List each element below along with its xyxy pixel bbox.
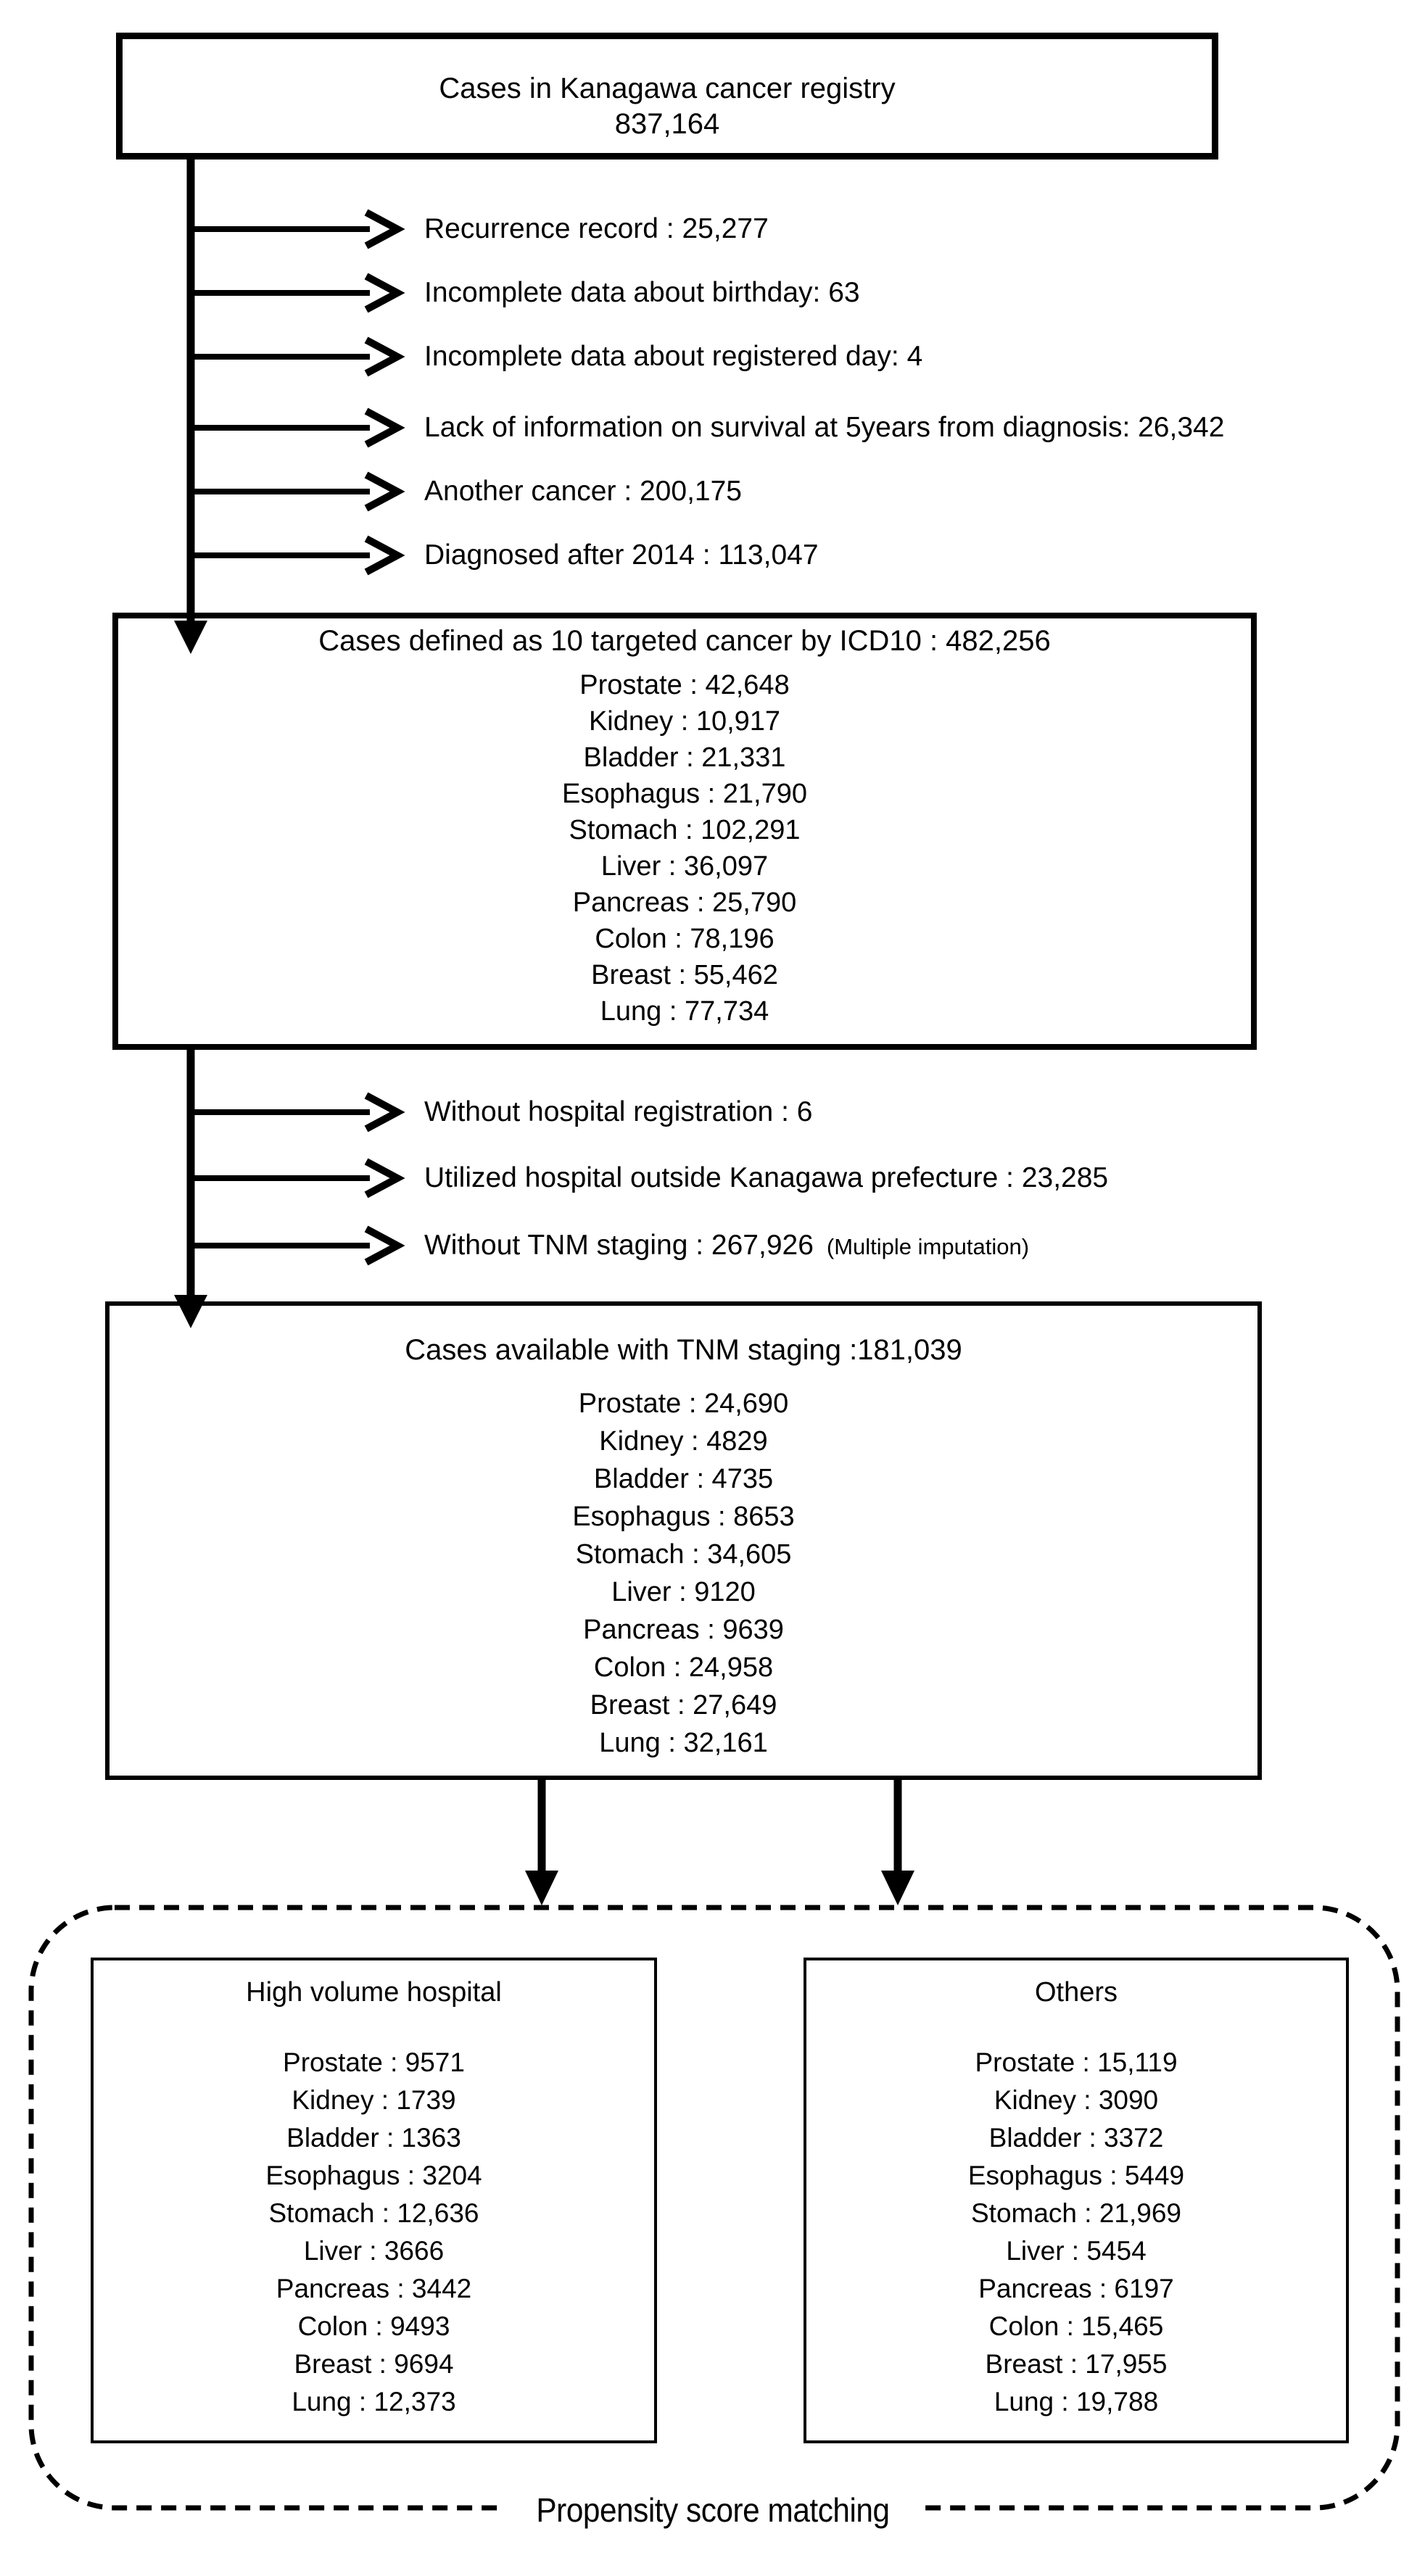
cancer-count: Prostate : 42,648 — [579, 670, 790, 700]
exclusion-item — [424, 1090, 812, 1135]
exclusion-text: Utilized hospital outside Kanagawa prefecture : 23,285 — [424, 1162, 1109, 1193]
cancer-count: Esophagus : 5449 — [967, 2161, 1185, 2190]
registry-box — [116, 33, 1218, 160]
cancer-count: Liver : 3666 — [303, 2236, 445, 2266]
cancer-count: Liver : 9120 — [611, 1577, 756, 1607]
cancer-count: Pancreas : 6197 — [978, 2274, 1174, 2303]
others-box-title: Others — [1034, 1977, 1118, 2008]
cancer-count: Lung : 32,161 — [599, 1728, 768, 1758]
exclusion-text: Recurrence record : 25,277 — [424, 213, 769, 244]
cancer-count: Prostate : 9571 — [283, 2047, 465, 2077]
down-arrow-registry-to-icd10 — [174, 160, 207, 654]
cancer-count: Kidney : 1739 — [292, 2085, 456, 2115]
cancer-count: Bladder : 3372 — [988, 2123, 1164, 2153]
cancer-count: Stomach : 102,291 — [569, 815, 801, 845]
down-arrow-tnm-to-others — [881, 1780, 914, 1905]
cancer-count: Prostate : 24,690 — [578, 1388, 789, 1419]
cancer-count: Colon : 15,465 — [988, 2311, 1164, 2341]
cancer-count: Liver : 5454 — [1006, 2236, 1147, 2266]
propensity-score-matching-text: Propensity score matching — [535, 2491, 890, 2529]
tnm-box — [105, 1301, 1262, 1780]
cancer-count: Kidney : 4829 — [599, 1426, 768, 1457]
cancer-count: Colon : 24,958 — [593, 1652, 774, 1683]
exclusion-item — [424, 207, 769, 252]
cancer-count: Kidney : 3090 — [994, 2085, 1159, 2115]
exclusion-note: (Multiple imputation) — [826, 1234, 1030, 1259]
exclusion-text: Incomplete data about birthday: 63 — [424, 277, 860, 308]
tnm-box-items — [110, 1385, 1257, 1762]
icd10-box-title: Cases defined as 10 targeted cancer by ICD10 : 482,256 — [318, 625, 1051, 657]
cancer-count: Esophagus : 8653 — [572, 1502, 795, 1532]
cancer-count: Stomach : 21,969 — [970, 2198, 1182, 2228]
cancer-count: Pancreas : 3442 — [276, 2274, 472, 2303]
registry-box-title: Cases in Kanagawa cancer registry — [439, 73, 896, 104]
tnm-box-title: Cases available with TNM staging :181,039 — [405, 1334, 962, 1366]
exclusion-text: Another cancer : 200,175 — [424, 476, 742, 507]
cancer-count: Lung : 12,373 — [292, 2387, 456, 2416]
high-volume-hospital-title: High volume hospital — [246, 1977, 502, 2008]
cancer-count: Esophagus : 21,790 — [561, 779, 808, 809]
cancer-count: Pancreas : 9639 — [583, 1615, 784, 1645]
registry-box-count: 837,164 — [614, 108, 720, 140]
cancer-count: Bladder : 4735 — [593, 1464, 774, 1494]
exclusion-item — [424, 405, 1224, 450]
cancer-count: Breast : 17,955 — [985, 2349, 1168, 2379]
others-box-items — [806, 2044, 1346, 2421]
exclusion-text: Lack of information on survival at 5years from diagnosis: 26,342 — [424, 412, 1225, 443]
high-volume-hospital-box — [91, 1958, 657, 2443]
exclusion-text: Incomplete data about registered day: 4 — [424, 341, 923, 372]
down-arrow-icd10-to-tnm — [174, 1050, 207, 1328]
exclusion-text: Without TNM staging : 267,926 — [424, 1230, 814, 1261]
cancer-count: Esophagus : 3204 — [265, 2161, 482, 2190]
cancer-count: Stomach : 34,605 — [575, 1539, 792, 1570]
cancer-count: Breast : 55,462 — [591, 960, 778, 990]
cancer-count: Liver : 36,097 — [600, 851, 769, 882]
exclusion-item — [424, 334, 922, 379]
exclusion-text: Without hospital registration : 6 — [424, 1096, 813, 1127]
cancer-count: Pancreas : 25,790 — [572, 887, 797, 918]
icd10-box — [112, 613, 1257, 1050]
others-box — [804, 1958, 1349, 2443]
cancer-count: Breast : 27,649 — [590, 1690, 777, 1720]
exclusion-branch-arrows-stage1 — [191, 212, 397, 572]
propensity-score-matching-label — [500, 2482, 925, 2538]
cancer-count: Bladder : 1363 — [286, 2123, 461, 2153]
exclusion-item — [424, 469, 742, 514]
cancer-count: Colon : 78,196 — [595, 924, 775, 954]
cancer-count: Colon : 9493 — [297, 2311, 450, 2341]
cancer-count: Stomach : 12,636 — [268, 2198, 479, 2228]
high-volume-hospital-items — [94, 2044, 654, 2421]
exclusion-branch-arrows-stage2 — [191, 1096, 397, 1262]
cancer-count: Kidney : 10,917 — [588, 706, 781, 737]
cancer-count: Lung : 77,734 — [600, 996, 769, 1027]
down-arrow-tnm-to-high-volume — [525, 1780, 558, 1905]
exclusion-item — [424, 270, 860, 315]
cancer-count: Prostate : 15,119 — [975, 2047, 1178, 2077]
cancer-count: Bladder : 21,331 — [583, 742, 786, 773]
icd10-box-items — [118, 667, 1251, 1030]
cancer-count: Lung : 19,788 — [994, 2387, 1159, 2416]
exclusion-text: Diagnosed after 2014 : 113,047 — [424, 539, 819, 571]
cancer-count: Breast : 9694 — [294, 2349, 454, 2379]
exclusion-item — [424, 1223, 1029, 1268]
exclusion-item — [424, 1156, 1108, 1201]
exclusion-item — [424, 533, 819, 578]
